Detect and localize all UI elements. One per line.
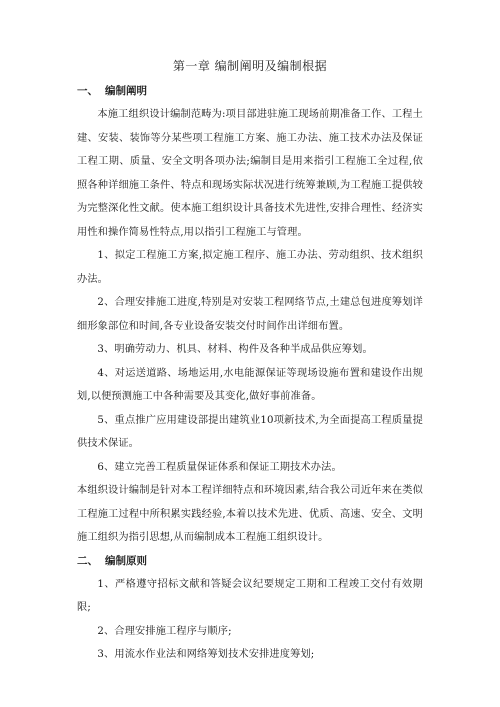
section-1-item-1: 1、拟定工程施工方案,拟定施工程序、施工办法、劳动组织、技术组织办法。 <box>77 250 423 285</box>
section-1-item-5: 5、重点推广应用建设部提出建筑业10项新技术,为全面提高工程质量提供技术保证。 <box>77 414 423 449</box>
section-2-title: 编制原则 <box>105 554 147 567</box>
section-2-number: 二、 <box>77 554 98 567</box>
section-1-item-2: 2、合理安排施工进度,特别是对安装工程网络节点,土建总包进度筹划详细形象部位和时间,各专业设备安装交付时间作出详细布置。 <box>77 297 423 332</box>
section-2-item-1: 1、严格遵守招标文献和答疑会议纪要规定工期和工程竣工交付有效期限; <box>77 578 423 613</box>
section-1-item-6: 6、建立完善工程质量保证体系和保证工期技术办法。 <box>97 461 342 473</box>
section-2-heading <box>77 553 423 569</box>
section-1-number: 一、 <box>77 85 98 97</box>
section-1-heading <box>77 83 423 99</box>
section-1-title: 编制阐明 <box>105 85 147 97</box>
section-2-item-3: 3、用流水作业法和网络筹划技术安排进度筹划; <box>97 649 315 660</box>
section-1-intro: 本施工组织设计编制范畴为:项目部进驻施工现场前期准备工作、工程土建、安装、装饰等分某些项工程施工方案、施工办法、施工技术办法及保证工程工期、质量、安全文明各项办法;编制目是用来指引工程施工全过程,依照各种详细施工条件、特点和现场实际状况进行统筹兼顾,为工程施工提供较为完整深化性文献。使本施工组织设计具备技术先进性,安排合理性、经济实用性和操作简易性特点,用以指引工程施工与管理。 <box>77 109 423 238</box>
section-1-item-4: 4、对运送道路、场地运用,水电能源保证等现场设施布置和建设作出规划,以便预测施工中各种需要及其变化,做好事前准备。 <box>77 367 423 402</box>
section-1-item-3: 3、明确劳动力、机具、材料、构件及各种半成品供应筹划。 <box>97 344 373 355</box>
chapter-title: 第一章 编制阐明及编制根据 <box>172 59 328 73</box>
section-1-closing: 本组织设计编制是针对本工程详细特点和环境因素,结合我公司近年来在类似工程施工过程中所积累实践经验,本着以技术先进、优质、高速、安全、文明施工组织为指引思想,从而编制成本工程施工组织设计。 <box>77 485 423 543</box>
section-2-item-2: 2、合理安排施工程序与顺序; <box>97 625 232 637</box>
